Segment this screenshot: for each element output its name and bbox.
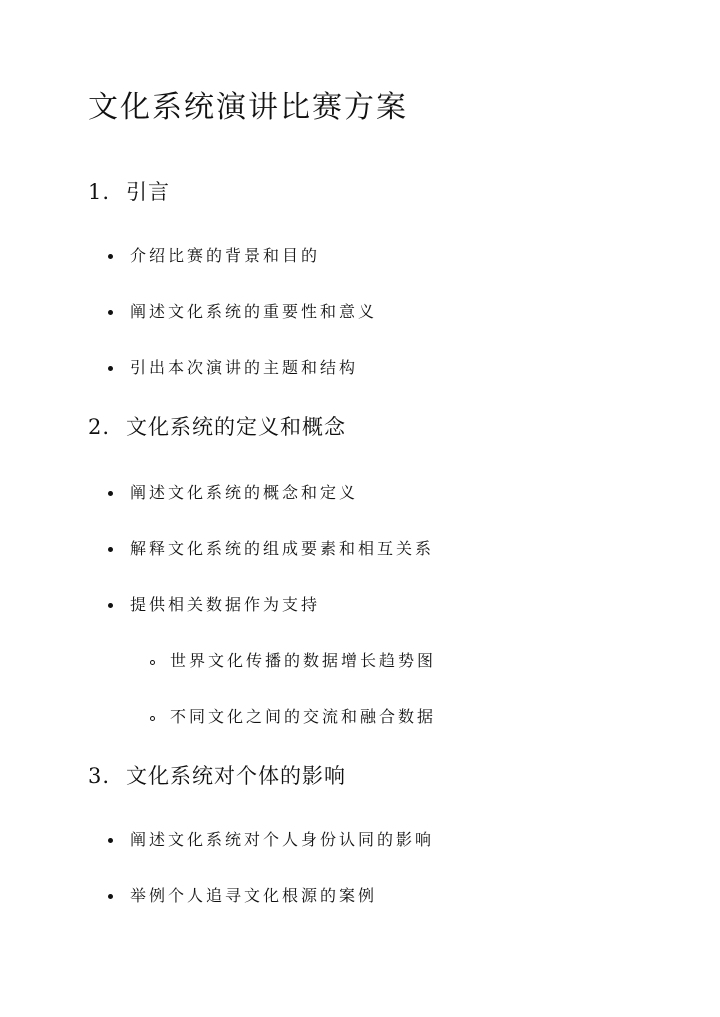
hollow-bullet-icon bbox=[150, 660, 155, 665]
section-title: 引言 bbox=[126, 180, 170, 204]
document-title: 文化系统演讲比赛方案 bbox=[88, 90, 408, 125]
bullet-icon bbox=[108, 603, 113, 608]
section-heading-1 bbox=[88, 176, 170, 206]
sub-list-item bbox=[150, 648, 436, 671]
bullet-icon bbox=[108, 838, 113, 843]
section-number: 1. bbox=[88, 180, 111, 204]
sub-list-item bbox=[150, 704, 436, 727]
list-item bbox=[108, 536, 434, 559]
bullet-icon bbox=[108, 547, 113, 552]
bullet-icon bbox=[108, 491, 113, 496]
list-item bbox=[108, 480, 358, 503]
bullet-icon bbox=[108, 894, 113, 899]
list-item-text: 提供相关数据作为支持 bbox=[130, 595, 321, 614]
list-item-text: 阐述文化系统的概念和定义 bbox=[130, 483, 359, 502]
list-item-text: 解释文化系统的组成要素和相互关系 bbox=[130, 539, 435, 558]
bullet-icon bbox=[108, 254, 113, 259]
list-item bbox=[108, 883, 377, 906]
list-item-text: 介绍比赛的背景和目的 bbox=[130, 246, 321, 265]
sub-list-item-text: 不同文化之间的交流和融合数据 bbox=[170, 707, 437, 726]
section-heading-3 bbox=[88, 760, 346, 790]
sub-list-item-text: 世界文化传播的数据增长趋势图 bbox=[170, 651, 437, 670]
list-item bbox=[108, 355, 358, 378]
list-item-text: 举例个人追寻文化根源的案例 bbox=[130, 886, 378, 905]
list-item-text: 引出本次演讲的主题和结构 bbox=[130, 358, 359, 377]
hollow-bullet-icon bbox=[150, 716, 155, 721]
bullet-icon bbox=[108, 310, 113, 315]
list-item bbox=[108, 299, 377, 322]
list-item bbox=[108, 243, 320, 266]
section-number: 2. bbox=[88, 415, 111, 439]
bullet-icon bbox=[108, 366, 113, 371]
list-item bbox=[108, 592, 320, 615]
section-title: 文化系统对个体的影响 bbox=[126, 764, 346, 788]
section-heading-2 bbox=[88, 411, 346, 441]
section-number: 3. bbox=[88, 764, 111, 788]
list-item bbox=[108, 827, 434, 850]
section-title: 文化系统的定义和概念 bbox=[126, 415, 346, 439]
list-item-text: 阐述文化系统的重要性和意义 bbox=[130, 302, 378, 321]
list-item-text: 阐述文化系统对个人身份认同的影响 bbox=[130, 830, 435, 849]
